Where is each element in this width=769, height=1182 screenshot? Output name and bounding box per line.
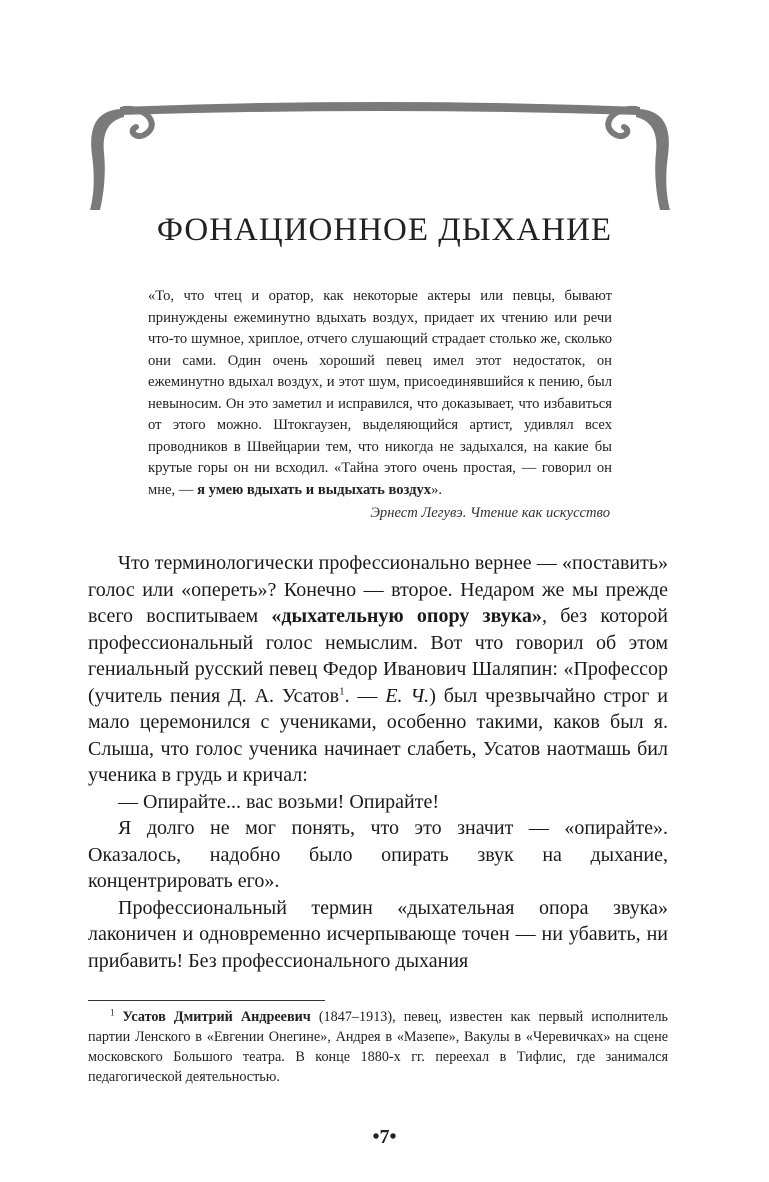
paragraph-1-text-a: Что терминологически профессионально вернее — «поставить» голос или «опереть»? Конечно — второе. Недаром же мы прежде всего воспитываем [88,552,668,627]
paragraph-1-initials: Е. Ч. [385,684,430,707]
epigraph-attribution: Эрнест Легувэ. Чтение как искусство [370,505,610,521]
paragraph-1 [88,550,668,789]
chapter-title: ФОНАЦИОННОЕ ДЫХАНИЕ [156,212,613,248]
footnote-reference[interactable]: 1 [339,684,345,697]
paragraph-3: Я долго не мог понять, что это значит — «опирайте». Оказалось, надобно было опирать звук на дыхание, концентрировать его». [88,817,668,892]
main-text [88,550,668,974]
epigraph-text [148,286,612,501]
footnote-text [88,1007,668,1087]
paragraph-1-text-d: ) был чрезвычайно строг и мало церемонился с учениками, особенно такими, каков был я. Слыша, что голос ученика начинает слабеть, Усатов наотмашь бил ученика в грудь и кричал: [88,684,669,786]
epigraph-bold-phrase: я умею вдыхать и выдыхать воздух [197,481,432,498]
epigraph-text-part2: ». [431,481,443,498]
epigraph-text-part1: «То, что чтец и оратор, как некоторые актеры или певцы, бывают принуждены ежеминутно вдыхать воздух, придает их чтению или речи что-то шумное, хриплое, отчего слушающий страдает столько же, сколько они сами. Один очень хороший певец имел этот недостаток, он ежеминутно вдыхал воздух, и этот шум, присоединявшийся к пению, был невыносим. Он это заметил и исправился, что доказывает, что избавиться от этого можно. Штокгаузен, выделяющийся артист, удивлял всех проводников в Швейцарии тем, что никогда не задыхался, на какие бы крутые горы он ни всходил. «Тайна этого очень простая, — говорил он мне, — [148,288,612,498]
footnote-marker: 1 [110,1007,115,1018]
paragraph-2: — Опирайте... вас возьми! Опирайте! [118,790,440,813]
footnote [88,1007,668,1087]
epigraph [148,286,612,501]
footnote-divider [88,1000,325,1001]
footnote-name: Усатов Дмитрий Андреевич [122,1009,311,1025]
paragraph-1-bold-term: «дыхательную опору звука» [271,605,542,627]
paragraph-1-text-b: , без которой профессиональный голос немыслим. Вот что говорил об этом гениальный русский певец Федор Иванович Шаляпин: «Профессор (учитель пения Д. А. Усатов [88,605,668,707]
paragraph-1-text-c: . — [344,684,386,707]
art-nouveau-frame-ornament-icon [80,95,680,215]
page-number: •7• [372,1126,397,1148]
footnote-body: (1847–1913), певец, известен как первый исполнитель партии Ленского в «Евгении Онегине», Андрея в «Мазепе», Вакулы в «Черевичках» на сцене московского Большого театра. В конце 1880-х гг. переехал в Тифлис, где занимался педагогической деятельностью. [88,1009,668,1085]
paragraph-4: Профессиональный термин «дыхательная опора звука» лаконичен и одновременно исчерпывающе точен — ни убавить, ни прибавить! Без профессионального дыхания [88,896,668,972]
